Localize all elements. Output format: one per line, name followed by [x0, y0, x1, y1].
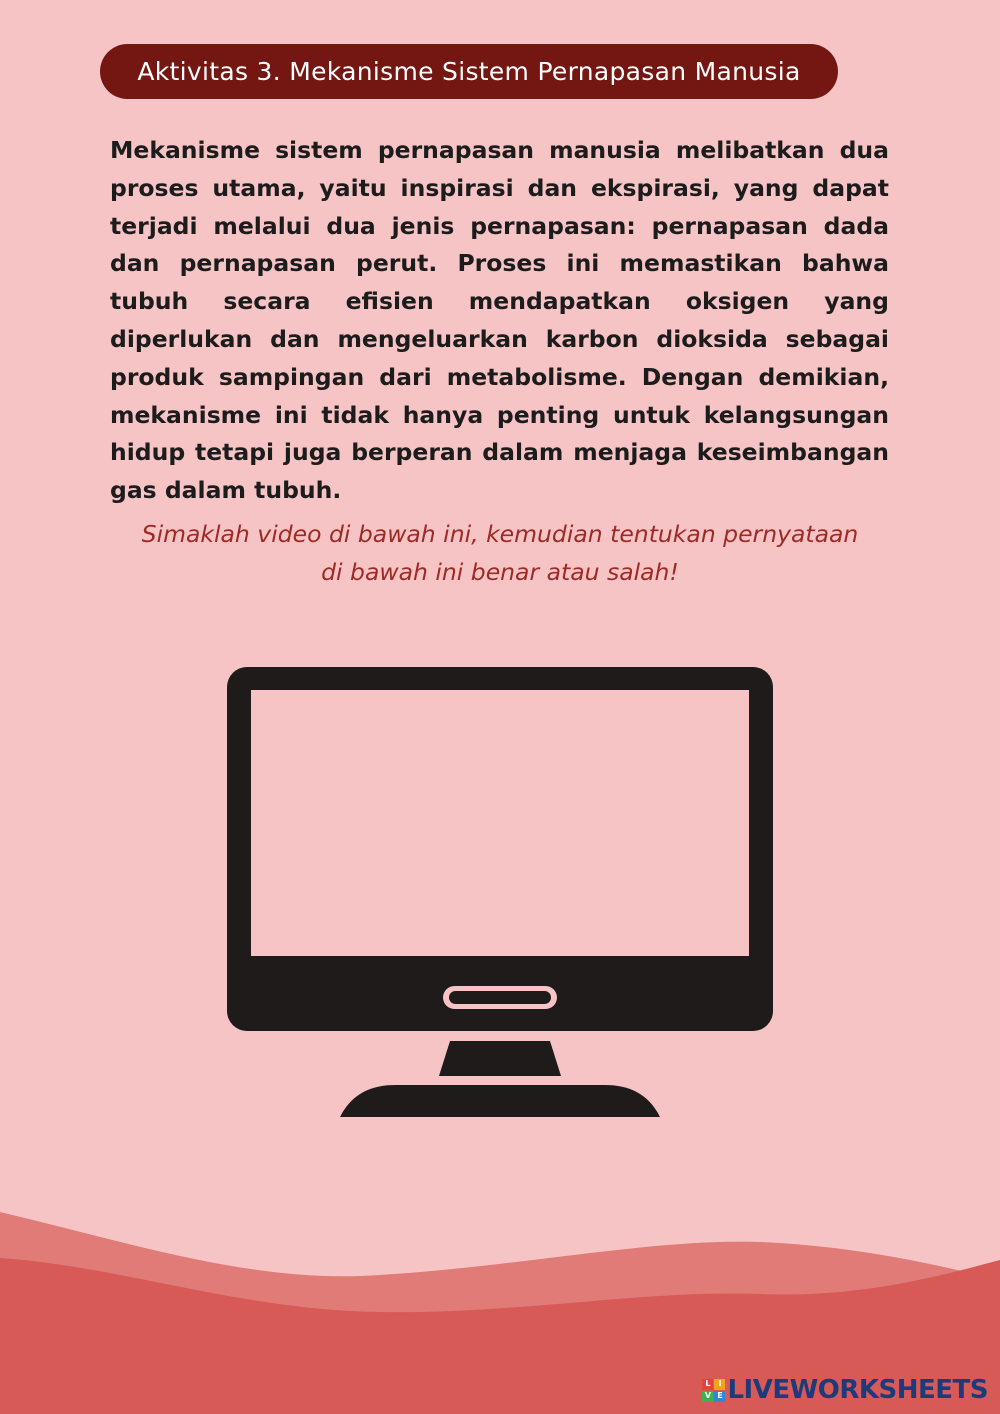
logo-block-l: L	[702, 1379, 713, 1390]
logo-block-e: E	[714, 1391, 725, 1402]
instruction-line-2: di bawah ini benar atau salah!	[321, 558, 679, 586]
activity-title: Aktivitas 3. Mekanisme Sistem Pernapasan Manusia	[137, 57, 801, 86]
monitor-stand	[340, 1085, 660, 1117]
monitor-screen	[251, 690, 749, 956]
activity-title-banner	[100, 44, 838, 99]
logo-block-v: V	[702, 1391, 713, 1402]
description-paragraph: Mekanisme sistem pernapasan manusia melibatkan dua proses utama, yaitu inspirasi dan ekspirasi, yang dapat terjadi melalui dua jenis pernapasan: pernapasan dada dan pernapasan perut. Proses ini memastikan bahwa tubuh secara efisien mendapatkan oksigen yang diperlukan dan mengeluarkan karbon dioksida sebagai produk sampingan dari metabolisme. Dengan demikian, mekanisme ini tidak hanya penting untuk kelangsungan hidup tetapi juga berperan dalam menjaga keseimbangan gas dalam tubuh.	[110, 136, 889, 505]
monitor-icon[interactable]	[225, 665, 775, 1120]
logo-blocks	[702, 1379, 725, 1402]
monitor-button	[449, 991, 551, 1004]
liveworksheets-logo	[702, 1374, 988, 1406]
instruction-line-1: Simaklah video di bawah ini, kemudian tentukan pernyataan	[141, 520, 859, 548]
instruction-text	[100, 515, 900, 591]
logo-text: LIVEWORKSHEETS	[727, 1375, 988, 1405]
logo-block-i: I	[714, 1379, 725, 1390]
monitor-neck	[439, 1041, 561, 1076]
